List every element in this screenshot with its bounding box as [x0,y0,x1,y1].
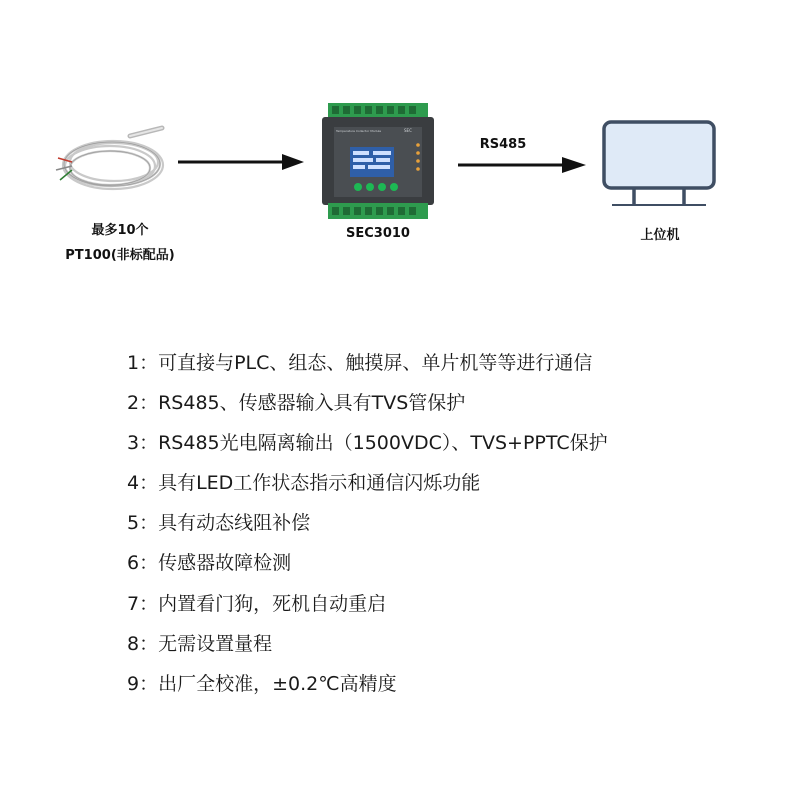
module-label: SEC3010 [346,226,410,241]
host-label: 上位机 [640,228,680,243]
feature-item: 2：RS485、传感器输入具有TVS管保护 [127,392,466,414]
feature-item: 5：具有动态线阻补偿 [127,512,311,534]
module-brand: SEC [404,128,412,133]
feature-item: 7：内置看门狗，死机自动重启 [127,593,387,615]
feature-item: 1：可直接与PLC、组态、触摸屏、单片机等等进行通信 [127,352,593,374]
feature-item: 3：RS485光电隔离输出（1500VDC）、TVS+PPTC保护 [127,432,608,454]
feature-item: 8：无需设置量程 [127,633,273,655]
arrow-sensor-to-module [178,150,308,174]
arrow-module-to-host [458,153,590,177]
pt100-sensor-image [50,118,170,208]
module-panel-text: Temperature Collector Module [336,129,382,133]
sensor-label-model: PT100(非标配品) [65,248,175,263]
feature-item: 9：出厂全校准，±0.2℃高精度 [127,673,397,695]
feature-item: 6：传感器故障检测 [127,552,292,574]
sensor-label-count: 最多10个 [91,223,149,238]
sec3010-module-image [318,103,438,221]
feature-item: 4：具有LED工作状态指示和通信闪烁功能 [127,472,481,494]
link-protocol-label: RS485 [479,137,527,152]
host-monitor-icon [600,118,720,210]
